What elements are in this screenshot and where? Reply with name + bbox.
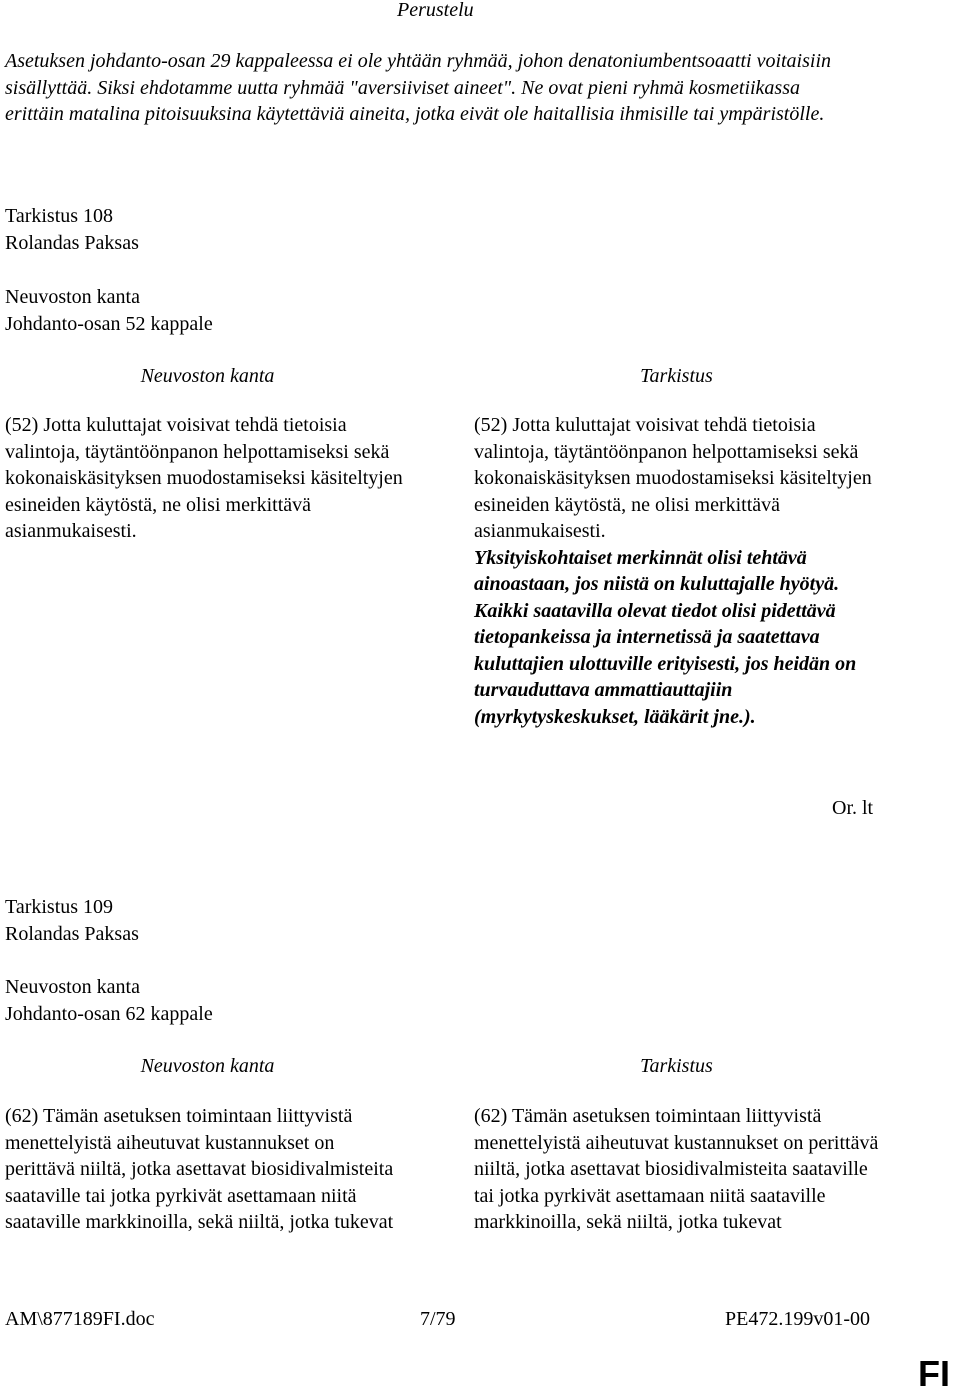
justification-text: Asetuksen johdanto-osan 29 kappaleessa ei ole yhtään ryhmää, johon denatoniumbentsoaatti voitaisiin sisällyttää. Siksi ehdotamme uutta ryhmää "aversiiviset aineet". Ne ovat pieni ryhmä kosmetiikassa erittäin matalina pitoisuuksina käytettäviä aineita, jotka eivät ole haitallisia ihmisille tai ympäristölle. — [5, 50, 832, 125]
left-column-header: Neuvoston kanta — [140, 1055, 275, 1077]
right-column-text: (62) Tämän asetuksen toimintaan liittyvistä menettelyistä aiheutuvat kustannukset on perittävä niiltä, jotka asettavat biosidivalmisteita saataville tai jotka pyrkivät asettamaan niitä saataville markkinoilla, sekä niiltä, jotka tukevat — [474, 1105, 879, 1233]
left-column-header: Neuvoston kanta — [140, 365, 275, 387]
left-column-text: (52) Jotta kuluttajat voisivat tehdä tietoisia valintoja, täytäntöönpanon helpottamiseksi sekä kokonaiskäsityksen muodostamiseksi käsiteltyjen esineiden käytöstä, ne olisi merkittävä asianmukaisesti. — [5, 414, 403, 542]
right-column-text — [474, 412, 874, 730]
amendment-proposal: Neuvoston kanta — [5, 976, 140, 998]
footer-doc-ref: AM\877189FI.doc — [5, 1308, 155, 1330]
left-column-text: (62) Tämän asetuksen toimintaan liittyvistä menettelyistä aiheutuvat kustannukset on perittävä niiltä, jotka asettavat biosidivalmisteita saataville tai jotka pyrkivät asettamaan niitä saataville markkinoilla, sekä niiltä, jotka tukevat — [5, 1105, 394, 1233]
amendment-number: Tarkistus 109 — [5, 896, 114, 918]
justification-heading: Perustelu — [397, 0, 474, 21]
amendment-author: Rolandas Paksas — [5, 232, 139, 254]
right-column-header: Tarkistus — [640, 365, 713, 387]
right-column-added-text: Yksityiskohtaiset merkinnät olisi tehtävä ainoastaan, jos niistä on kuluttajalle hyötyä. Kaikki saatavilla olevat tiedot olisi pidettävä tietopankeissa ja internetissä ja saatettava kuluttajien ulottuville erityisesti, jos heidän on turvauduttava ammattiauttajiin (myrkytyskeskukset, lääkärit jne.). — [474, 546, 857, 728]
original-language: Or. lt — [832, 797, 874, 819]
right-column-unchanged-text: (52) Jotta kuluttajat voisivat tehdä tietoisia valintoja, täytäntöönpanon helpottamiseksi sekä kokonaiskäsityksen muodostamiseksi käsiteltyjen esineiden käytöstä, ne olisi merkittävä asianmukaisesti. — [474, 414, 872, 542]
amendment-reference: Johdanto-osan 62 kappale — [5, 1003, 213, 1025]
right-column-header: Tarkistus — [640, 1055, 713, 1077]
amendment-reference: Johdanto-osan 52 kappale — [5, 313, 213, 335]
amendment-number: Tarkistus 108 — [5, 205, 114, 227]
footer-pe-ref: PE472.199v01-00 — [725, 1308, 870, 1330]
amendment-proposal: Neuvoston kanta — [5, 286, 140, 308]
footer-language-code: FI — [918, 1353, 950, 1394]
footer-page-number: 7/79 — [420, 1308, 456, 1330]
amendment-author: Rolandas Paksas — [5, 923, 139, 945]
